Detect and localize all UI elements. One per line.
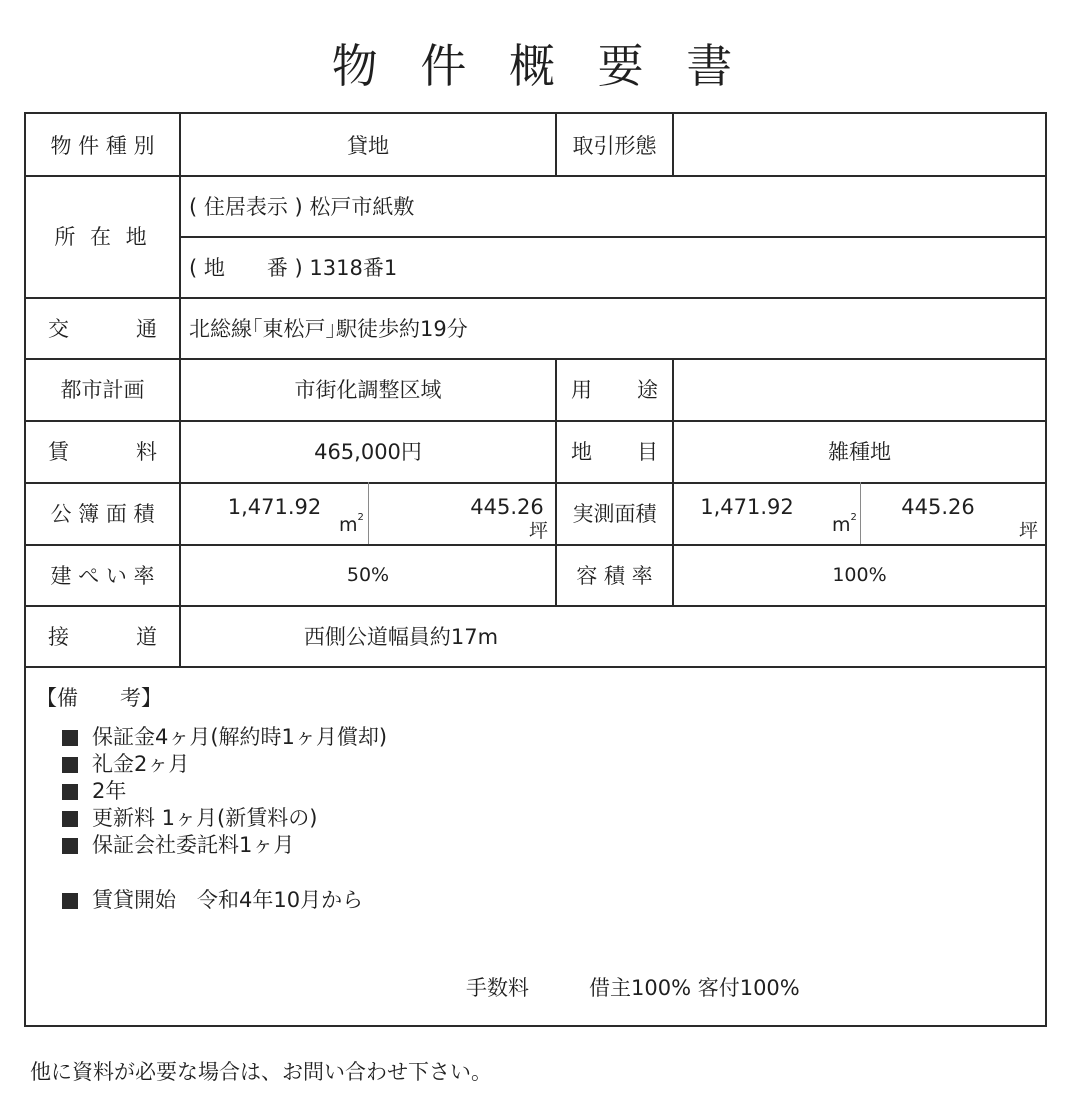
square-bullet-icon: [62, 893, 78, 909]
measured-sqm-unit-m: m: [832, 514, 851, 536]
remark-text: 更新料 1ヶ月(新賃料の): [92, 806, 318, 830]
registry-tsubo-unit: 坪: [529, 520, 549, 542]
rent-label-a: 賃: [48, 440, 69, 464]
floor-area-ratio-label: 容 積 率: [576, 563, 653, 588]
land-category-label-b: 目: [637, 440, 658, 464]
measured-area-sqm: 1,471.92: [700, 495, 794, 519]
commission-label: 手数料: [466, 976, 529, 1000]
measured-sqm-unit-sup: 2: [850, 512, 857, 523]
square-bullet-icon: [62, 757, 78, 773]
list-item: [62, 724, 387, 751]
address-display: ( 住居表示 ) 松戸市紙敷: [189, 194, 415, 219]
measured-area-tsubo: 445.26: [901, 495, 975, 519]
registry-sqm-unit-m: m: [339, 514, 358, 536]
registry-sqm-unit-sup: 2: [357, 512, 364, 523]
remark-text: 2年: [92, 779, 127, 803]
transport-label-a: 交: [48, 316, 69, 341]
contact-note: 他に資料が必要な場合は、お問い合わせ下さい。: [30, 1060, 492, 1084]
list-spacer: [62, 859, 387, 887]
remarks-heading: 【備 考】: [36, 686, 162, 710]
commission-value: 借主100% 客付100%: [589, 976, 800, 1000]
measured-tsubo-unit: 坪: [1019, 520, 1039, 542]
property-type-value: 貸地: [347, 133, 389, 158]
transport-value: 北総線｢東松戸｣駅徒歩約19分: [189, 316, 468, 341]
land-category-label-a: 地: [571, 440, 592, 464]
use-label: [557, 358, 672, 420]
remarks-list: [62, 724, 387, 914]
road-access-label-a: 接: [48, 624, 69, 649]
land-category-value: 雑種地: [828, 440, 891, 464]
road-access-label: [26, 605, 179, 666]
list-item: [62, 887, 387, 914]
city-plan-value: 市街化調整区域: [294, 378, 442, 402]
remark-text: 保証金4ヶ月(解約時1ヶ月償却): [92, 725, 388, 749]
transport-label: [26, 297, 179, 358]
coverage-ratio-label: 建 ぺ い 率: [50, 563, 155, 588]
use-label-a: 用: [571, 378, 592, 402]
remark-text: 保証会社委託料1ヶ月: [92, 833, 295, 857]
road-access-value: 西側公道幅員約17m: [303, 624, 499, 649]
square-bullet-icon: [62, 784, 78, 800]
square-bullet-icon: [62, 811, 78, 827]
property-type-label: 物 件 種 別: [50, 133, 155, 158]
registry-area-label: 公 簿 面 積: [50, 502, 155, 526]
document-title: 物 件 概 要 書: [331, 39, 747, 93]
measured-sqm-unit: [832, 514, 857, 536]
registry-sqm-unit: [339, 514, 364, 536]
list-item: [62, 751, 387, 778]
road-access-label-b: 道: [136, 624, 157, 649]
city-plan-label: 都市計画: [60, 378, 145, 402]
rent-label: [26, 420, 179, 482]
transport-label-b: 通: [136, 316, 157, 341]
lease-start-text: 賃貸開始 令和4年10月から: [92, 888, 364, 912]
square-bullet-icon: [62, 730, 78, 746]
location-label: 所 在 地: [54, 225, 151, 249]
commission-line: [466, 972, 800, 1002]
coverage-ratio-value: 50%: [346, 563, 390, 586]
use-label-b: 途: [637, 378, 658, 402]
list-item: [62, 805, 387, 832]
square-bullet-icon: [62, 838, 78, 854]
address-lot-number: ( 地 番 ) 1318番1: [189, 255, 398, 280]
use-value: [674, 358, 1045, 420]
rent-label-b: 料: [136, 440, 157, 464]
transaction-type-value: [674, 114, 1045, 175]
list-item: [62, 832, 387, 859]
floor-area-ratio-value: 100%: [832, 563, 887, 586]
transaction-type-label: 取引形態: [572, 133, 657, 158]
property-summary-table: [24, 112, 1047, 1027]
land-category-label: [557, 420, 672, 482]
list-item: [62, 778, 387, 805]
registry-area-sqm: 1,471.92: [227, 495, 322, 519]
rent-value: 465,000円: [314, 440, 422, 464]
registry-area-tsubo: 445.26: [470, 495, 544, 519]
measured-area-label: 実測面積: [572, 502, 657, 526]
remark-text: 礼金2ヶ月: [92, 752, 190, 776]
